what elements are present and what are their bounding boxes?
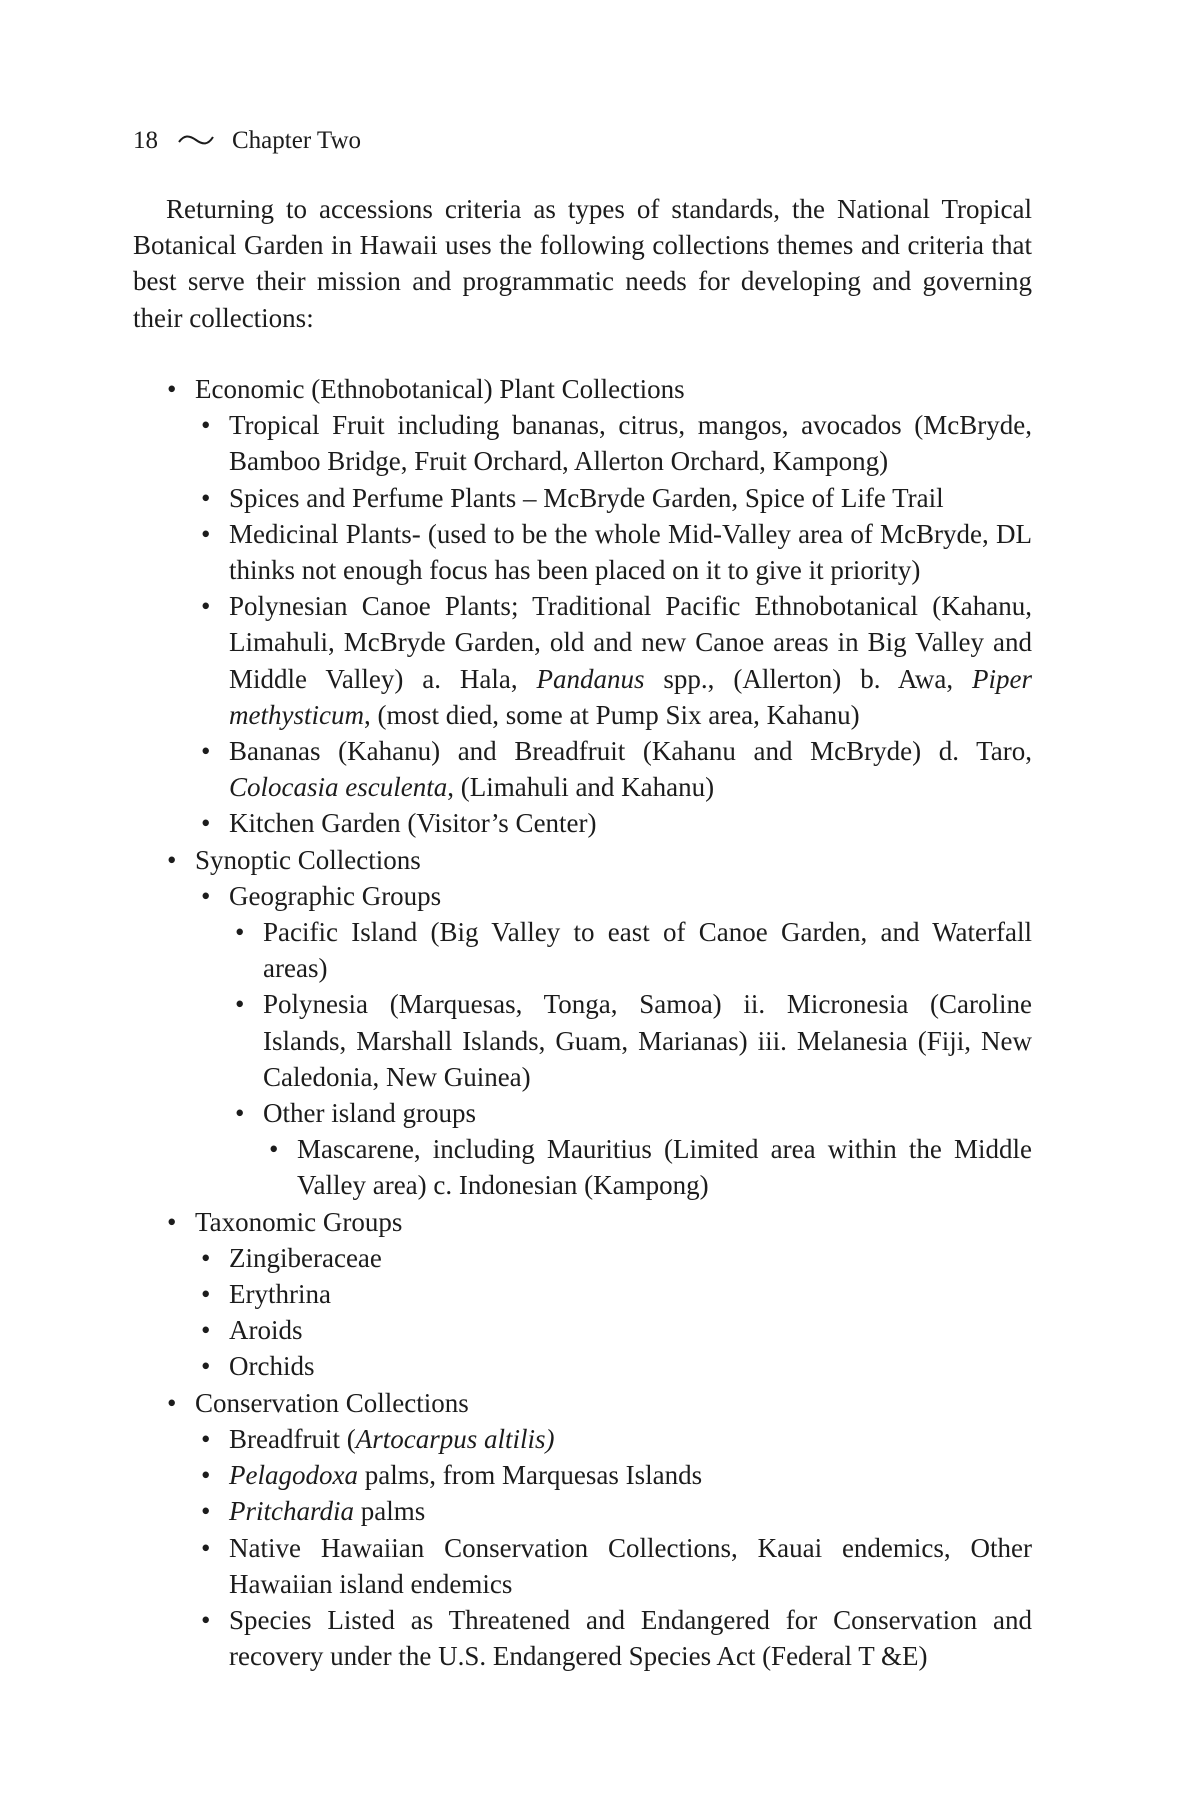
running-head	[133, 126, 361, 157]
bullet-icon: •	[201, 518, 211, 549]
list-item: • Orchids	[133, 1348, 1032, 1384]
bullet-icon: •	[201, 1315, 211, 1346]
bullet-icon: •	[201, 1604, 211, 1635]
list-item: • Pelagodoxa palms, from Marquesas Islands	[133, 1457, 1032, 1493]
bullet-icon: •	[201, 1496, 211, 1527]
bullet-icon: •	[201, 736, 211, 767]
list-item: • Pritchardia palms	[133, 1493, 1032, 1529]
bullet-icon: •	[201, 880, 211, 911]
bullet-icon: •	[201, 1460, 211, 1491]
list-item: • Polynesia (Marquesas, Tonga, Samoa) ii. Micronesia (Caroline Islands, Marshall Islands, Guam, Marianas) iii. Melanesia (Fiji, New Caledonia, New Guinea)	[133, 986, 1032, 1095]
bullet-icon: •	[269, 1134, 279, 1165]
bullet-icon: •	[167, 1387, 177, 1418]
bullet-icon: •	[235, 1098, 245, 1129]
bullet-icon: •	[201, 410, 211, 441]
list-item: • Economic (Ethnobotanical) Plant Collections	[133, 371, 1032, 407]
list-item: • Spices and Perfume Plants – McBryde Garden, Spice of Life Trail	[133, 480, 1032, 516]
list-item: • Medicinal Plants- (used to be the whole Mid-Valley area of McBryde, DL thinks not enough focus has been placed on it to give it priority)	[133, 516, 1032, 588]
bullet-icon: •	[201, 482, 211, 513]
list-item: • Zingiberaceae	[133, 1240, 1032, 1276]
list-item: • Bananas (Kahanu) and Breadfruit (Kahanu and McBryde) d. Taro, Colocasia esculenta, (Limahuli and Kahanu)	[133, 733, 1032, 805]
list-item: • Species Listed as Threatened and Endangered for Conservation and recovery under the U.S. Endangered Species Act (Federal T &E)	[133, 1602, 1032, 1674]
tilde-ornament-icon	[178, 124, 214, 154]
list-item: • Mascarene, including Mauritius (Limited area within the Middle Valley area) c. Indonesian (Kampong)	[133, 1131, 1032, 1203]
list-item: • Geographic Groups	[133, 878, 1032, 914]
page-number: 18	[133, 127, 158, 154]
list-item: • Tropical Fruit including bananas, citrus, mangos, avocados (McBryde, Bamboo Bridge, Fruit Orchard, Allerton Orchard, Kampong)	[133, 407, 1032, 479]
bullet-icon: •	[201, 1532, 211, 1563]
bullet-icon: •	[201, 1423, 211, 1454]
bullet-icon: •	[167, 1206, 177, 1237]
bullet-icon: •	[235, 917, 245, 948]
list-item: • Conservation Collections	[133, 1385, 1032, 1421]
bullet-icon: •	[167, 374, 177, 404]
collections-list	[133, 371, 1032, 1674]
bullet-icon: •	[201, 808, 211, 839]
list-item: • Erythrina	[133, 1276, 1032, 1312]
list-item: • Kitchen Garden (Visitor’s Center)	[133, 805, 1032, 841]
list-item: • Taxonomic Groups	[133, 1204, 1032, 1240]
bullet-icon: •	[201, 1279, 211, 1310]
list-item: • Aroids	[133, 1312, 1032, 1348]
list-item: • Polynesian Canoe Plants; Traditional Pacific Ethnobotanical (Kahanu, Limahuli, McBryde Garden, old and new Canoe areas in Big Valley and Middle Valley) a. Hala, Pandanus spp., (Allerton) b. Awa, Piper methysticum, (most died, some at Pump Six area, Kahanu)	[133, 588, 1032, 733]
list-item: • Pacific Island (Big Valley to east of Canoe Garden, and Waterfall areas)	[133, 914, 1032, 986]
bullet-icon: •	[201, 591, 211, 622]
list-item: • Native Hawaiian Conservation Collections, Kauai endemics, Other Hawaiian island endemics	[133, 1530, 1032, 1602]
bullet-icon: •	[201, 1351, 211, 1382]
bullet-icon: •	[201, 1242, 211, 1273]
chapter-title: Chapter Two	[232, 127, 362, 154]
bullet-icon: •	[235, 989, 245, 1020]
bullet-icon: •	[167, 844, 177, 875]
list-item: • Other island groups	[133, 1095, 1032, 1131]
list-item: • Breadfruit (Artocarpus altilis)	[133, 1421, 1032, 1457]
list-item: • Synoptic Collections	[133, 842, 1032, 878]
intro-paragraph: Returning to accessions criteria as types of standards, the National Tropical Botanical Garden in Hawaii uses the following collections themes and criteria that best serve their mission and programmatic needs for developing and governing their collections:	[133, 194, 1032, 333]
